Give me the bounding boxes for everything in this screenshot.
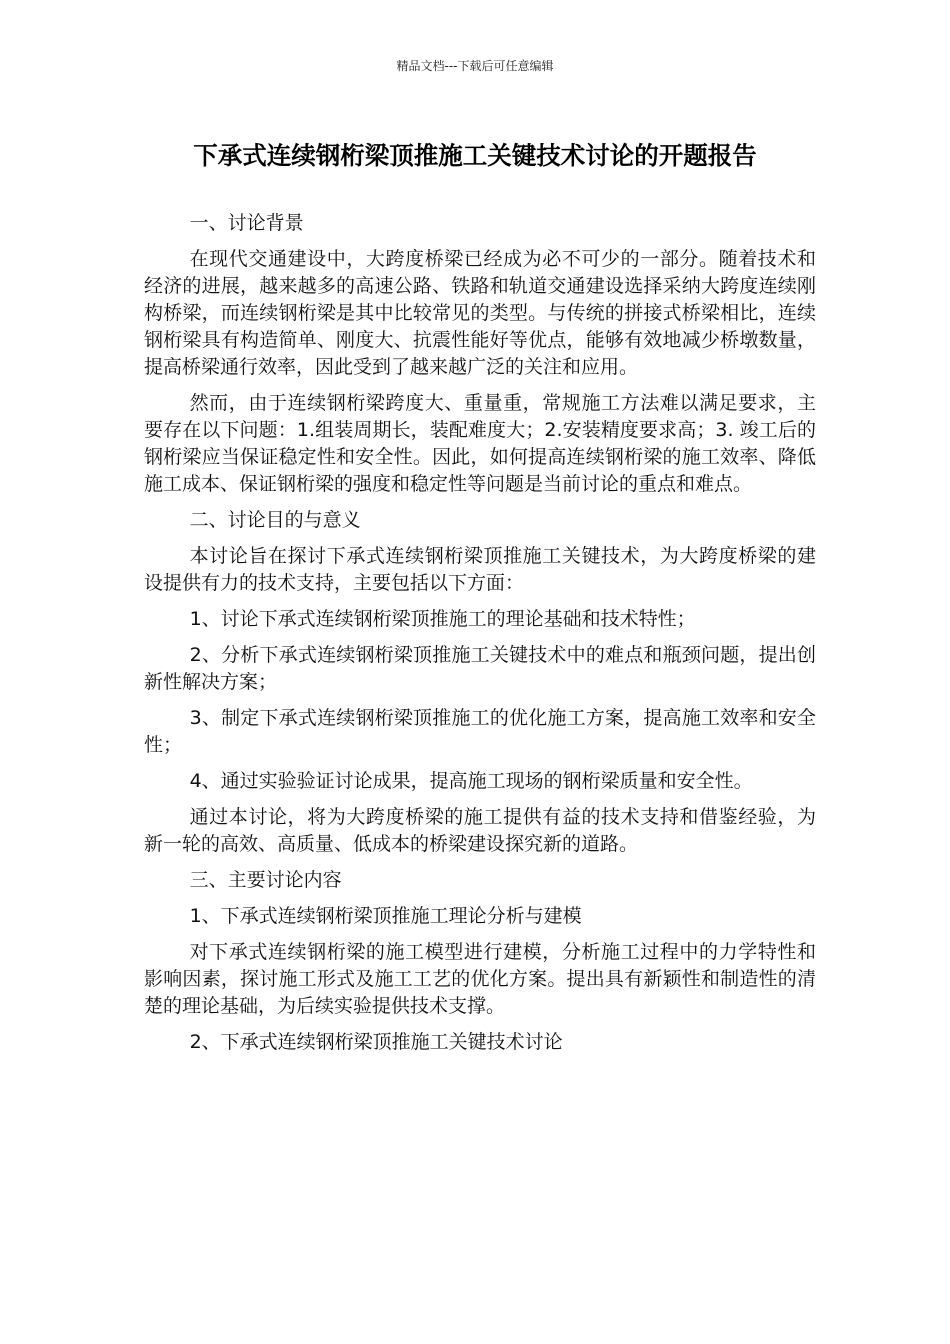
- section-heading-background: 一、讨论背景: [189, 212, 304, 234]
- subsection-heading-content-1: 1、下承式连续钢桁梁顶推施工理论分析与建模: [189, 905, 582, 927]
- section-heading-purpose: 二、讨论目的与意义: [189, 509, 361, 531]
- paragraph-background-1: 在现代交通建设中，大跨度桥梁已经成为必不可少的一部分。随着技术和经济的进展，越来越多的高速公路、铁路和轨道交通建设选择采纳大跨度连续刚构桥梁，而连续钢桁梁是其中比较常见的类型。与传统的拼接式桥梁相比，连续钢桁梁具有构造简单、刚度大、抗震性能好等优点，能够有效地减少桥墩数量，提高桥梁通行效率，因此受到了越来越广泛的关注和应用。: [144, 248, 816, 378]
- paragraph-background-2: 然而，由于连续钢桁梁跨度大、重量重，常规施工方法难以满足要求，主要存在以下问题：1.组装周期长，装配难度大；2.安装精度要求高；3. 竣工后的钢桁梁应当保证稳定性和安全性。因此，如何提高连续钢桁梁的施工效率、降低施工成本、保证钢桁梁的强度和稳定性等问题是当前讨论的重点和难点。: [144, 392, 816, 495]
- list-item-purpose-2: 2、分析下承式连续钢桁梁顶推施工关键技术中的难点和瓶颈问题，提出创新性解决方案；: [144, 644, 816, 693]
- paragraph-content-1: 对下承式连续钢桁梁的施工模型进行建模，分析施工过程中的力学特性和影响因素，探讨施工形式及施工工艺的优化方案。提出具有新颖性和制造性的清楚的理论基础，为后续实验提供技术支撑。: [144, 941, 816, 1017]
- header-note: 精品文档---下载后可任意编辑: [396, 59, 554, 73]
- subsection-heading-content-2: 2、下承式连续钢桁梁顶推施工关键技术讨论: [189, 1031, 563, 1053]
- paragraph-purpose-summary: 通过本讨论，将为大跨度桥梁的施工提供有益的技术支持和借鉴经验，为新一轮的高效、高质量、低成本的桥梁建设探究新的道路。: [144, 806, 816, 855]
- list-item-purpose-4: 4、通过实验验证讨论成果，提高施工现场的钢桁梁质量和安全性。: [189, 770, 753, 792]
- paragraph-purpose-intro: 本讨论旨在探讨下承式连续钢桁梁顶推施工关键技术，为大跨度桥梁的建设提供有力的技术支持，主要包括以下方面：: [144, 545, 816, 594]
- section-heading-content: 三、主要讨论内容: [189, 869, 342, 891]
- list-item-purpose-1: 1、讨论下承式连续钢桁梁顶推施工的理论基础和技术特性；: [189, 608, 696, 630]
- list-item-purpose-3: 3、制定下承式连续钢桁梁顶推施工的优化施工方案，提高施工效率和安全性；: [144, 707, 816, 756]
- document-title: 下承式连续钢桁梁顶推施工关键技术讨论的开题报告: [193, 141, 757, 170]
- document-body: [144, 210, 816, 1065]
